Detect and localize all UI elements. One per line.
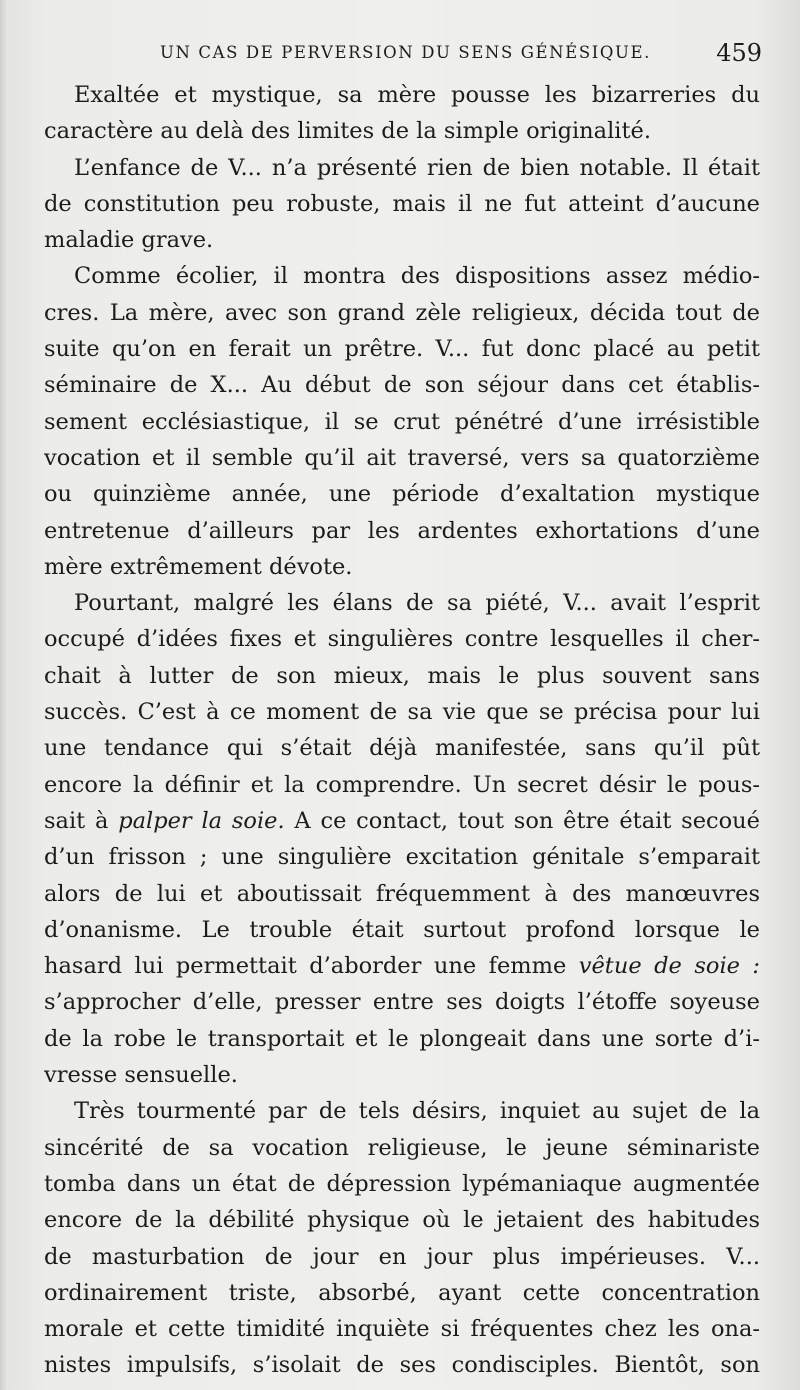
text-line: [44, 621, 760, 657]
text-line: [44, 1021, 760, 1057]
line-text: cres. La mère, avec son grand zèle religieux, décida tout de: [44, 299, 760, 326]
text-line: [44, 876, 760, 912]
line-text: maladie grave.: [44, 227, 214, 254]
running-title: UN CAS DE PERVERSION DU SENS GÉNÉSIQUE.: [160, 43, 651, 62]
text-line: [44, 803, 760, 839]
line-text: Pourtant, malgré les élans de sa piété, V... avait l’esprit: [74, 590, 760, 617]
text-line: [44, 186, 760, 222]
line-text: de masturbation de jour en jour plus impérieuses. V...: [44, 1243, 760, 1270]
text-line: [44, 1311, 760, 1347]
page-number: 459: [716, 39, 762, 67]
text-line: [44, 984, 760, 1020]
text-line: [44, 295, 760, 331]
italic-phrase: palper la soie.: [118, 807, 285, 834]
text-line: [44, 513, 760, 549]
line-text: suite qu’on en ferait un prêtre. V... fut donc placé au petit: [44, 336, 760, 363]
line-text: vocation et il semble qu’il ait traversé, vers sa quatorzième: [44, 444, 760, 471]
page-text-body: [44, 77, 760, 1384]
text-line: [44, 767, 760, 803]
text-line: [44, 1275, 760, 1311]
text-line: [44, 912, 760, 948]
line-text-continued: A ce contact, tout son être était secoué: [284, 807, 760, 834]
line-text: sement ecclésiastique, il se crut pénétré d’une irrésistible: [44, 408, 760, 435]
text-line: [44, 1347, 760, 1383]
line-text: nistes impulsifs, s’isolait de ses condisciples. Bientôt, son: [44, 1352, 760, 1379]
text-line: [44, 113, 760, 149]
line-text: Très tourmenté par de tels désirs, inquiet au sujet de la: [74, 1098, 760, 1125]
text-line: [44, 222, 760, 258]
text-line: [44, 1202, 760, 1238]
line-text: hasard lui permettait d’aborder une femme: [44, 953, 567, 980]
text-line: [44, 440, 760, 476]
text-line: [44, 150, 760, 186]
line-text: L’enfance de V... n’a présenté rien de bien notable. Il était: [74, 154, 760, 181]
line-text: Comme écolier, il montra des dispositions assez médio-: [74, 263, 760, 290]
line-text: d’onanisme. Le trouble était surtout profond lorsque le: [44, 916, 760, 943]
italic-phrase: vêtue de soie :: [578, 953, 760, 980]
text-line: [44, 839, 760, 875]
line-text: sait à: [44, 807, 109, 834]
text-line: [44, 549, 760, 585]
line-text: morale et cette timidité inquiète si fréquentes chez les ona-: [44, 1316, 760, 1343]
line-text: de la robe le transportait et le plongeait dans une sorte d’i-: [44, 1025, 760, 1052]
text-line: [44, 730, 760, 766]
line-text: tomba dans un état de dépression lypémaniaque augmentée: [44, 1170, 760, 1197]
line-text: ou quinzième année, une période d’exaltation mystique: [44, 481, 760, 508]
text-line: [44, 658, 760, 694]
text-line: [44, 1239, 760, 1275]
text-line: [44, 331, 760, 367]
text-line: [44, 476, 760, 512]
text-line: [44, 948, 760, 984]
text-line: [44, 1166, 760, 1202]
text-line: [44, 367, 760, 403]
line-text: vresse sensuelle.: [44, 1062, 238, 1089]
line-text: chait à lutter de son mieux, mais le plus souvent sans: [44, 662, 760, 689]
page-binding-edge: [0, 0, 8, 1390]
text-line: [44, 585, 760, 621]
line-text: succès. C’est à ce moment de sa vie que se précisa pour lui: [44, 699, 760, 726]
text-line: [44, 1093, 760, 1129]
line-text: une tendance qui s’était déjà manifestée, sans qu’il pût: [44, 735, 760, 762]
line-text: alors de lui et aboutissait fréquemment à des manœuvres: [44, 880, 760, 907]
text-line: [44, 404, 760, 440]
line-text: entretenue d’ailleurs par les ardentes exhortations d’une: [44, 517, 760, 544]
line-text: ordinairement triste, absorbé, ayant cette concentration: [44, 1279, 760, 1306]
text-line: [44, 77, 760, 113]
line-text: séminaire de X... Au début de son séjour dans cet établis-: [44, 372, 760, 399]
line-text: d’un frisson ; une singulière excitation génitale s’emparait: [44, 844, 760, 871]
line-text: de constitution peu robuste, mais il ne fut atteint d’aucune: [44, 190, 760, 217]
text-line: [44, 694, 760, 730]
text-line: [44, 258, 760, 294]
text-line: [44, 1130, 760, 1166]
text-line: [44, 1057, 760, 1093]
line-text: sincérité de sa vocation religieuse, le jeune séminariste: [44, 1134, 760, 1161]
line-text: encore la définir et la comprendre. Un secret désir le pous-: [44, 771, 760, 798]
line-text: mère extrêmement dévote.: [44, 553, 353, 580]
line-text: s’approcher d’elle, presser entre ses doigts l’étoffe soyeuse: [44, 989, 760, 1016]
line-text: caractère au delà des limites de la simple originalité.: [44, 118, 651, 145]
line-text: encore de la débilité physique où le jetaient des habitudes: [44, 1207, 760, 1234]
line-text: Exaltée et mystique, sa mère pousse les bizarreries du: [74, 82, 760, 108]
running-header: [0, 38, 800, 68]
line-text: occupé d’idées fixes et singulières contre lesquelles il cher-: [44, 626, 760, 653]
